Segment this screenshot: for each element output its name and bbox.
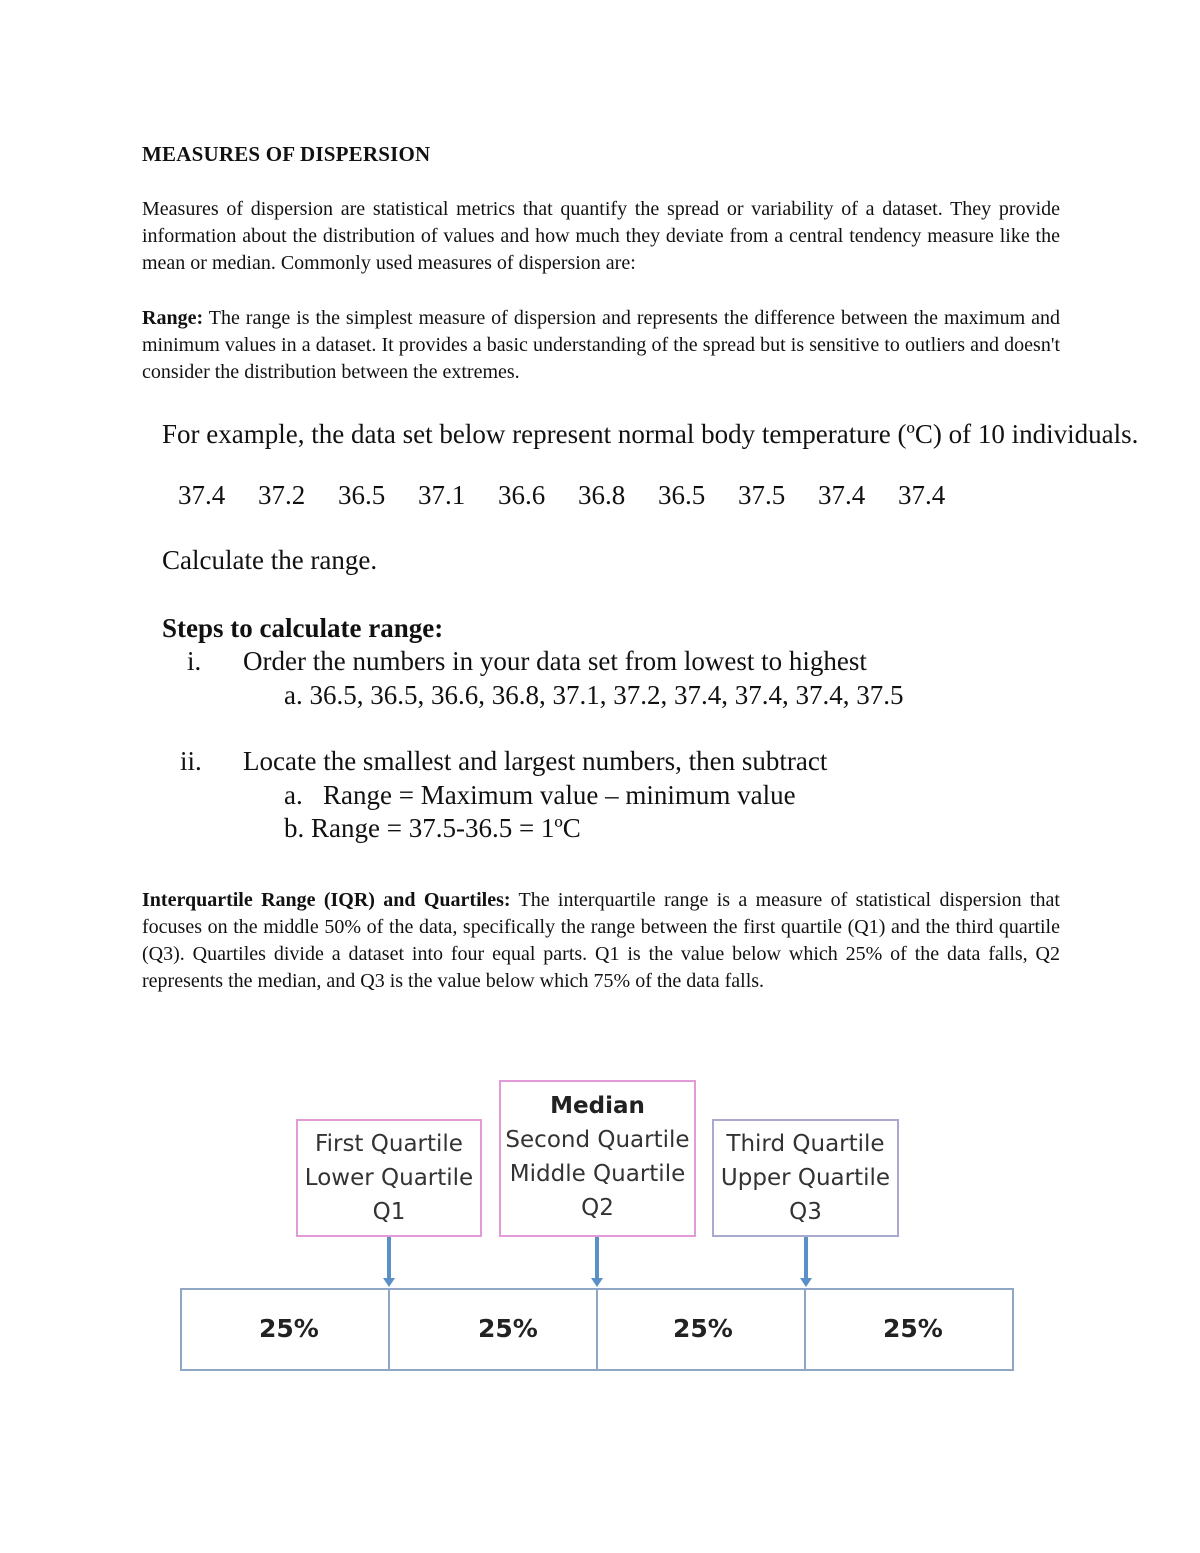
- quartile-segment: [806, 1290, 1012, 1369]
- q2-label-1: Second Quartile: [505, 1127, 690, 1153]
- step-1-text: Order the numbers in your data set from lowest to highest: [243, 646, 867, 676]
- range-paragraph: [142, 305, 1060, 386]
- quartile-segment: [390, 1290, 598, 1369]
- q2-label-2: Middle Quartile: [509, 1161, 686, 1187]
- example-text: For example, the data set below represent normal body temperature (ºC) of 10 individuals.: [162, 419, 1139, 449]
- step-2b-text: b. Range = 37.5-36.5 = 1ºC: [284, 813, 581, 843]
- value-item: 37.4: [898, 480, 946, 510]
- range-heading: Range:: [142, 307, 204, 329]
- q3-arrow-head: [800, 1278, 812, 1287]
- segment-label: 25%: [883, 1314, 943, 1343]
- median-heading: Median: [550, 1093, 645, 1119]
- value-item: 36.5: [658, 480, 706, 510]
- value-item: 37.4: [178, 480, 226, 510]
- q3-arrow-shaft: [804, 1237, 808, 1279]
- range-text: The range is the simplest measure of dispersion and represents the difference between the maximum and minimum values in a dataset. It provides a basic understanding of the spread but is sensitive to outliers and doesn't consider the distribution between the extremes.: [142, 307, 1060, 383]
- quartile-bar: [180, 1288, 1014, 1371]
- q1-arrow-shaft: [387, 1237, 391, 1279]
- segment-label: 25%: [673, 1314, 733, 1343]
- value-item: 37.1: [418, 480, 466, 510]
- iqr-paragraph: [142, 887, 1060, 995]
- q2-arrow-shaft: [595, 1237, 599, 1279]
- example-values: [178, 480, 978, 511]
- iqr-heading: Interquartile Range (IQR) and Quartiles:: [142, 889, 511, 911]
- value-item: 36.5: [338, 480, 386, 510]
- q3-label-1: Third Quartile: [726, 1131, 885, 1157]
- q1-label-3: Q1: [372, 1199, 406, 1225]
- calculate-prompt: Calculate the range.: [162, 545, 378, 575]
- value-item: 37.4: [818, 480, 866, 510]
- step-2-number: ii.: [180, 746, 202, 776]
- step-2a-text: a. Range = Maximum value – minimum value: [284, 780, 796, 810]
- page-title: MEASURES OF DISPERSION: [142, 142, 431, 166]
- segment-label: 25%: [259, 1314, 319, 1343]
- segment-label: 25%: [478, 1314, 538, 1343]
- value-item: 37.5: [738, 480, 786, 510]
- quartile-segment: [182, 1290, 390, 1369]
- value-item: 36.6: [498, 480, 546, 510]
- step-1a-text: a. 36.5, 36.5, 36.6, 36.8, 37.1, 37.2, 37.4, 37.4, 37.4, 37.5: [284, 680, 904, 710]
- value-item: 36.8: [578, 480, 626, 510]
- quartile-segment: [598, 1290, 806, 1369]
- q2-label-3: Q2: [581, 1195, 614, 1221]
- q2-arrow-head: [591, 1278, 603, 1287]
- second-quartile-box: [499, 1080, 696, 1237]
- third-quartile-box: [712, 1119, 899, 1237]
- q1-label-1: First Quartile: [315, 1131, 463, 1157]
- q3-label-2: Upper Quartile: [720, 1165, 891, 1191]
- value-item: 37.2: [258, 480, 306, 510]
- step-1-number: i.: [187, 646, 202, 676]
- q1-arrow-head: [383, 1278, 395, 1287]
- steps-title: Steps to calculate range:: [162, 613, 444, 643]
- q1-label-2: Lower Quartile: [304, 1165, 474, 1191]
- step-2-text: Locate the smallest and largest numbers, then subtract: [243, 746, 828, 776]
- iqr-text: The interquartile range is a measure of statistical dispersion that focuses on the middle 50% of the data, specifically the range between the first quartile (Q1) and the third quartile (Q3). Quartiles divide a dataset into four equal parts. Q1 is the value below which 25% of the data falls, Q2 represents the median, and Q3 is the value below which 75% of the data falls.: [142, 889, 1060, 992]
- q3-label-3: Q3: [789, 1199, 822, 1225]
- first-quartile-box: [296, 1119, 482, 1237]
- intro-paragraph: Measures of dispersion are statistical metrics that quantify the spread or variability of a dataset. They provide information about the distribution of values and how much they deviate from a central tendency measure like the mean or median. Commonly used measures of dispersion are:: [142, 198, 1060, 274]
